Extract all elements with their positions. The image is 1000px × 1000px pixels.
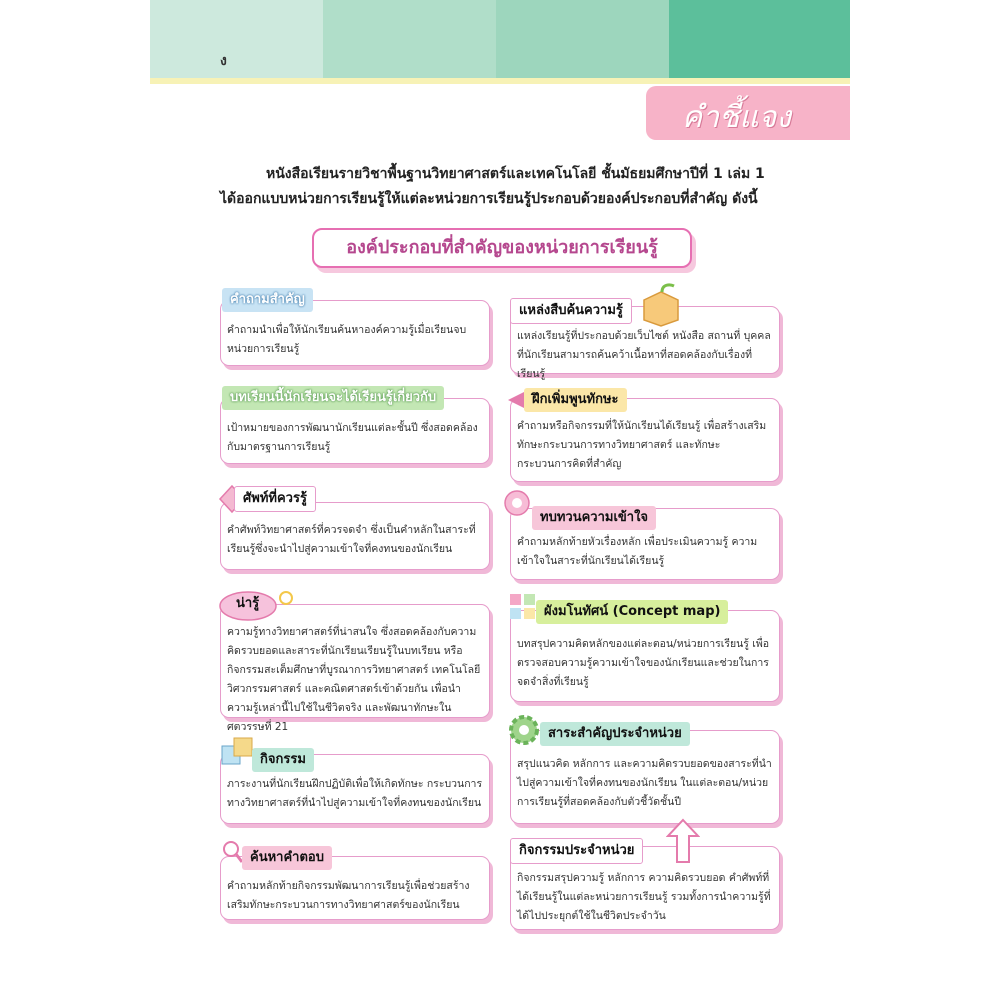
- search-icon: [222, 840, 244, 866]
- arrow-icon: [506, 390, 526, 410]
- card-label: น่ารู้: [236, 596, 260, 611]
- card-body: กิจกรรมสรุปความรู้ หลักการ ความคิดรวบยอด คำศัพท์ที่ได้เรียนรู้ในแต่ละหน่วยการเรียนรู้ รวมทั้งการนำความรู้ที่ได้ไปประยุกต์ใช้ในชีวิตประจำวัน: [517, 872, 771, 922]
- card-label: แหล่งสืบค้นความรู้: [510, 298, 632, 324]
- page-number: ง: [220, 53, 227, 69]
- box-icon: [636, 282, 686, 328]
- header-band: [496, 0, 669, 78]
- header-band: [323, 0, 496, 78]
- card-body: คำถามหลักท้ายหัวเรื่องหลัก เพื่อประเมินความรู้ ความเข้าใจในสาระที่นักเรียนได้เรียนรู้: [517, 536, 758, 567]
- intro-paragraph: [220, 162, 780, 212]
- card-label: กิจกรรมประจำหน่วย: [510, 838, 643, 864]
- card-body: ภาระงานที่นักเรียนฝึกปฏิบัติเพื่อให้เกิดทักษะ กระบวนการทางวิทยาศาสตร์ที่นำไปสู่ความเข้าใจที่คงทนของนักเรียน: [227, 778, 483, 809]
- card-body: เป้าหมายของการพัฒนานักเรียนแต่ละชั้นปี ซึ่งสอดคล้องกับมาตรฐานการเรียนรู้: [227, 422, 478, 453]
- header-rule: [150, 78, 850, 84]
- burst-icon: [502, 488, 532, 518]
- card-label: ฝึกเพิ่มพูนทักษะ: [524, 388, 627, 412]
- header-band: [669, 0, 850, 78]
- intro-line: หนังสือเรียนรายวิชาพื้นฐานวิทยาศาสตร์และเทคโนโลยี ชั้นมัธยมศึกษาปีที่ 1 เล่ม 1: [266, 166, 765, 182]
- card-body: คำถามหรือกิจกรรมที่ให้นักเรียนได้เรียนรู้ เพื่อสร้างเสริมทักษะกระบวนการทางวิทยาศาสตร์ และทักษะกระบวนการคิดที่สำคัญ: [517, 420, 767, 470]
- dice-icon: [220, 736, 256, 770]
- card-body: บทสรุปความคิดหลักของแต่ละตอน/หน่วยการเรียนรู้ เพื่อตรวจสอบความรู้ความเข้าใจของนักเรียนและช่วยในการจดจำสิ่งที่เรียนรู้: [517, 638, 770, 688]
- title-tab: [646, 86, 850, 140]
- card-label: ศัพท์ที่ควรรู้: [234, 486, 316, 512]
- header-band: [150, 0, 323, 78]
- card-label: กิจกรรม: [252, 748, 314, 772]
- card-label: ทบทวนความเข้าใจ: [532, 506, 656, 530]
- gear-icon: [506, 712, 542, 748]
- card-label: ค้นหาคำตอบ: [242, 846, 332, 870]
- page-title: คำชี้แจง: [682, 100, 791, 135]
- card-vocabulary: [220, 502, 490, 570]
- card-body: คำถามหลักท้ายกิจกรรมพัฒนาการเรียนรู้เพื่อช่วยสร้างเสริมทักษะกระบวนการทางวิทยาศาสตร์ของนักเรียน: [227, 880, 470, 911]
- up-arrow-icon: [666, 818, 700, 864]
- card-body: คำศัพท์วิทยาศาสตร์ที่ควรจดจำ ซึ่งเป็นคำหลักในสาระที่เรียนรู้ซึ่งจะนำไปสู่ความเข้าใจที่คงทนของนักเรียน: [227, 524, 476, 555]
- card-body: คำถามนำเพื่อให้นักเรียนค้นหาองค์ความรู้เมื่อเรียนจบหน่วยการเรียนรู้: [227, 324, 467, 355]
- card-label: คำถามสำคัญ: [222, 288, 313, 312]
- card-label: บทเรียนนี้นักเรียนจะได้เรียนรู้เกี่ยวกับ: [222, 386, 444, 410]
- card-label: ผังมโนทัศน์ (Concept map): [536, 600, 728, 624]
- section-heading: องค์ประกอบที่สำคัญของหน่วยการเรียนรู้: [312, 228, 692, 268]
- card-body: แหล่งเรียนรู้ที่ประกอบด้วยเว็บไซต์ หนังสือ สถานที่ บุคคลที่นักเรียนสามารถค้นคว้าเนื้อหาที่สอดคล้องกับเรื่องที่เรียนรู้: [517, 330, 771, 380]
- card-label: สาระสำคัญประจำหน่วย: [540, 722, 690, 746]
- document-page: [150, 0, 850, 1000]
- card-body: สรุปแนวคิด หลักการ และความคิดรวบยอดของสาระที่นำไปสู่ความเข้าใจที่คงทนของนักเรียน ในแต่ละตอน/หน่วยการเรียนรู้ที่สอดคล้องกับตัวชี้วัดชั้นปี: [517, 758, 772, 808]
- intro-line: ได้ออกแบบหน่วยการเรียนรู้ให้แต่ละหน่วยการเรียนรู้ประกอบด้วยองค์ประกอบที่สำคัญ ดังนี้: [220, 191, 758, 207]
- card-body: ความรู้ทางวิทยาศาสตร์ที่น่าสนใจ ซึ่งสอดคล้องกับความคิดรวบยอดและสาระที่นักเรียนเรียนรู้ในบทเรียน หรือกิจกรรมสะเต็มศึกษาที่บูรณาการวิทยาศาสตร์ เทคโนโลยี วิศวกรรมศาสตร์ และคณิตศาสตร์เข้าด้วยกัน เพื่อนำความรู้เหล่านี้ไปใช้ในชีวิตจริง และพัฒนาทักษะในศตวรรษที่ 21: [227, 626, 481, 733]
- grid-icon: [508, 592, 538, 622]
